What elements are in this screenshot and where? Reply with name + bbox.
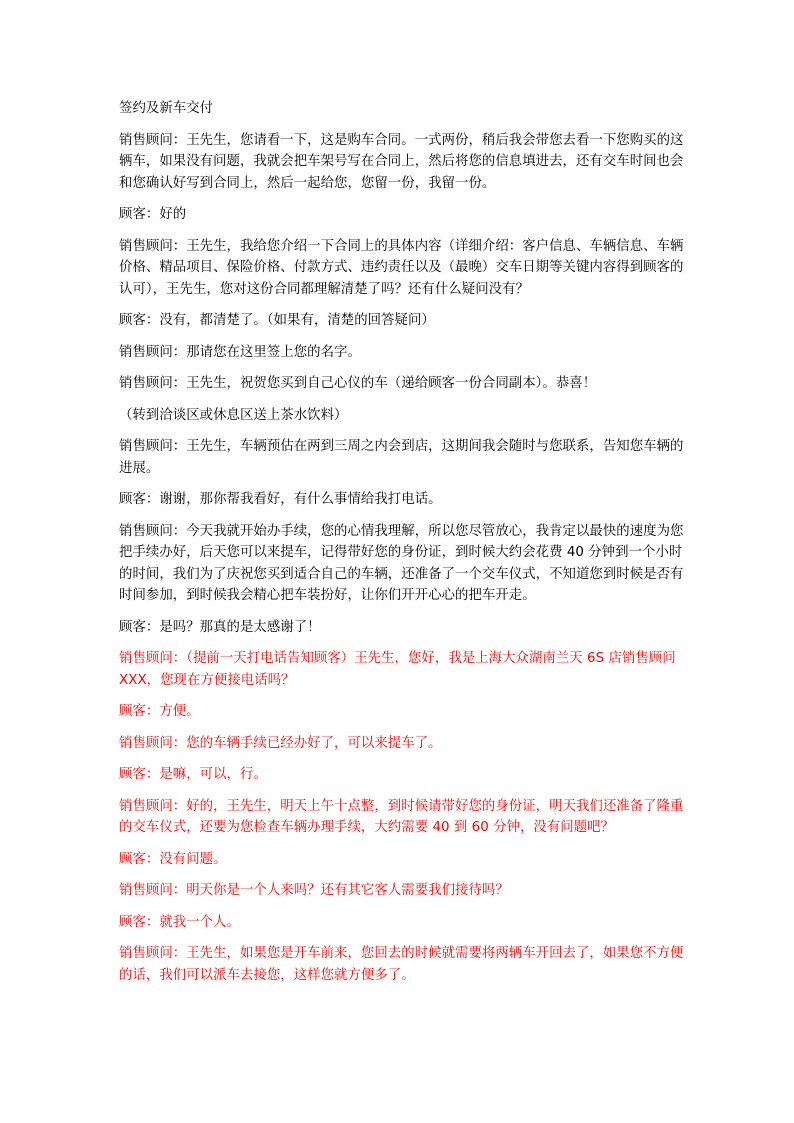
dialogue-paragraph: 顾客：好的 — [119, 207, 187, 222]
document-title: 签约及新车交付 — [119, 101, 214, 116]
dialogue-paragraph: 销售顾问：王先生，车辆预估在两到三周之内会到店，这期间我会随时与您联系，告知您车辆的进展。 — [119, 439, 684, 476]
dialogue-paragraph: 顾客：是吗？那真的是太感谢了！ — [119, 619, 321, 635]
dialogue-paragraph: （转到洽谈区或休息区送上茶水饮料） — [119, 407, 348, 423]
dialogue-paragraph: 销售顾问：明天你是一个人来吗？还有其它客人需要我们接待吗？ — [119, 883, 509, 898]
dialogue-paragraph: 销售顾问：王先生，您请看一下，这是购车合同。一式两份，稍后我会带您去看一下您购买的这辆车，如果没有问题，我就会把车架号写在合同上，然后将您的信息填进去，还有交车时间也会和您确认好写到合同上，然后一起给您，您留一份，我留一份。 — [119, 132, 684, 191]
dialogue-paragraph: 顾客：没有问题。 — [119, 851, 227, 867]
document-page — [119, 98, 684, 996]
dialogue-paragraph: 顾客：就我一个人。 — [119, 914, 240, 930]
dialogue-paragraph: 销售顾问：今天我就开始办手续，您的心情我理解，所以您尽管放心，我肯定以最快的速度为您把手续办好，后天您可以来提车，记得带好您的身份证，到时候大约会花费 40 分钟到一个小时的时间，我们为了庆祝您买到适合自己的车辆，还准备了一个交车仪式，不知道您到时候是否有时间参加，到时候我会精心把车装扮好，让你们开开心心的把车开走。 — [119, 523, 684, 603]
dialogue-paragraph: 顾客：谢谢，那你帮我看好，有什么事情给我打电话。 — [119, 492, 442, 507]
dialogue-paragraph: 顾客：是嘛，可以，行。 — [119, 767, 267, 782]
dialogue-paragraph: 销售顾问：（提前一天打电话告知顾客）王先生，您好，我是上海大众湖南兰天 6S 店销售顾问 XXX，您现在方便接电话吗？ — [119, 651, 676, 688]
dialogue-paragraph: 销售顾问：好的，王先生，明天上午十点整，到时候请带好您的身份证，明天我们还准备了隆重的交车仪式，还要为您检查车辆办理手续，大约需要 40 到 60 分钟，没有问题吧？ — [119, 798, 684, 835]
dialogue-paragraph: 顾客：方便。 — [119, 704, 200, 719]
dialogue-paragraph: 销售顾问：您的车辆手续已经办好了，可以来提车了。 — [119, 735, 442, 751]
dialogue-paragraph: 销售顾问：那请您在这里签上您的名字。 — [119, 344, 361, 360]
dialogue-paragraph: 销售顾问：王先生，祝贺您买到自己心仪的车（递给顾客一份合同副本）。恭喜！ — [119, 376, 597, 391]
dialogue-paragraph: 顾客：没有，都清楚了。（如果有，清楚的回答疑问） — [119, 313, 435, 328]
dialogue-paragraph: 销售顾问：王先生，我给您介绍一下合同上的具体内容（详细介绍：客户信息、车辆信息、车辆价格、精品项目、保险价格、付款方式、违约责任以及（最晚）交车日期等关键内容得到顾客的认可），王先生，您对这份合同都理解清楚了吗？还有什么疑问没有？ — [119, 238, 684, 297]
dialogue-paragraph: 销售顾问：王先生，如果您是开车前来，您回去的时候就需要将两辆车开回去了，如果您不方便的话，我们可以派车去接您，这样您就方便多了。 — [119, 946, 684, 983]
